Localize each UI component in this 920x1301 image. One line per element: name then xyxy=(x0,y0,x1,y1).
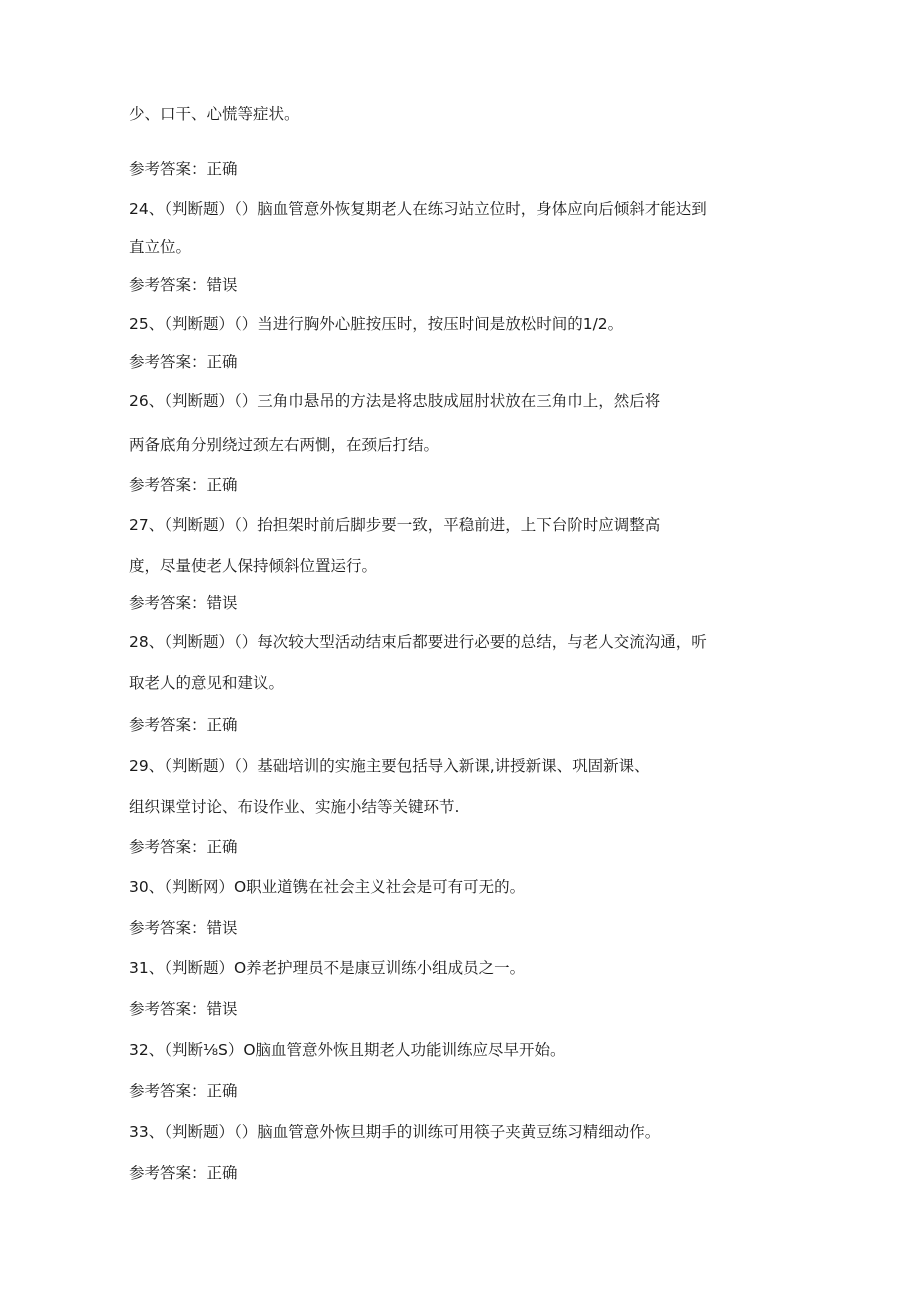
answer-line: 参考答案：正确 xyxy=(129,1164,238,1182)
answer-line: 参考答案：错误 xyxy=(129,1000,238,1018)
answer-line: 参考答案：错误 xyxy=(129,276,238,294)
text-line: 两备底角分别绕过颈左右两惻，在颈后打结。 xyxy=(129,436,440,454)
question-line: 29、（判断题）（）基础培训的实施主要包括导入新课,讲授新课、巩固新课、 xyxy=(129,757,650,775)
answer-line: 参考答案：正确 xyxy=(129,1082,238,1100)
text-line: 直立位。 xyxy=(129,238,192,256)
question-line: 24、（判断题）（）脑血管意外恢复期老人在练习站立位时，身体应向后倾斜才能达到 xyxy=(129,200,707,218)
answer-line: 参考答案：正确 xyxy=(129,353,238,371)
question-line: 26、（判断题）（）三角巾悬吊的方法是将忠肢成屈肘状放在三角巾上，然后将 xyxy=(129,392,661,410)
text-line: 度，尽量使老人保持倾斜位置运行。 xyxy=(129,557,378,575)
text-line: 少、口干、心慌等症状。 xyxy=(129,105,300,123)
question-line: 31、（判断题）O养老护理员不是康豆训练小组成员之一。 xyxy=(129,959,526,977)
question-line: 30、（判断网）O职业道镌在社会主义社会是可有可无的。 xyxy=(129,878,526,896)
answer-line: 参考答案：正确 xyxy=(129,716,238,734)
text-line: 取老人的意见和建议。 xyxy=(129,674,285,692)
question-line: 32、（判断⅛S）O脑血管意外恢且期老人功能训练应尽早开始。 xyxy=(129,1041,566,1059)
question-line: 33、（判断题）（）脑血管意外恢旦期手的训练可用筷子夹黄豆练习精细动作。 xyxy=(129,1123,661,1141)
question-line: 27、（判断题）（）抬担架时前后脚步要一致，平稳前进，上下台阶时应调整高 xyxy=(129,516,661,534)
question-line: 25、（判断题）（）当进行胸外心脏按压时，按压时间是放松时间的1/2。 xyxy=(129,315,624,333)
answer-line: 参考答案：正确 xyxy=(129,838,238,856)
answer-line: 参考答案：错误 xyxy=(129,919,238,937)
text-line: 组织课堂讨论、布设作业、实施小结等关键环节. xyxy=(129,798,460,816)
question-line: 28、（判断题）（）每次较大型活动结束后都要进行必要的总结，与老人交流沟通，听 xyxy=(129,633,707,651)
answer-line: 参考答案：正确 xyxy=(129,476,238,494)
answer-line: 参考答案：正确 xyxy=(129,160,238,178)
answer-line: 参考答案：错误 xyxy=(129,594,238,612)
